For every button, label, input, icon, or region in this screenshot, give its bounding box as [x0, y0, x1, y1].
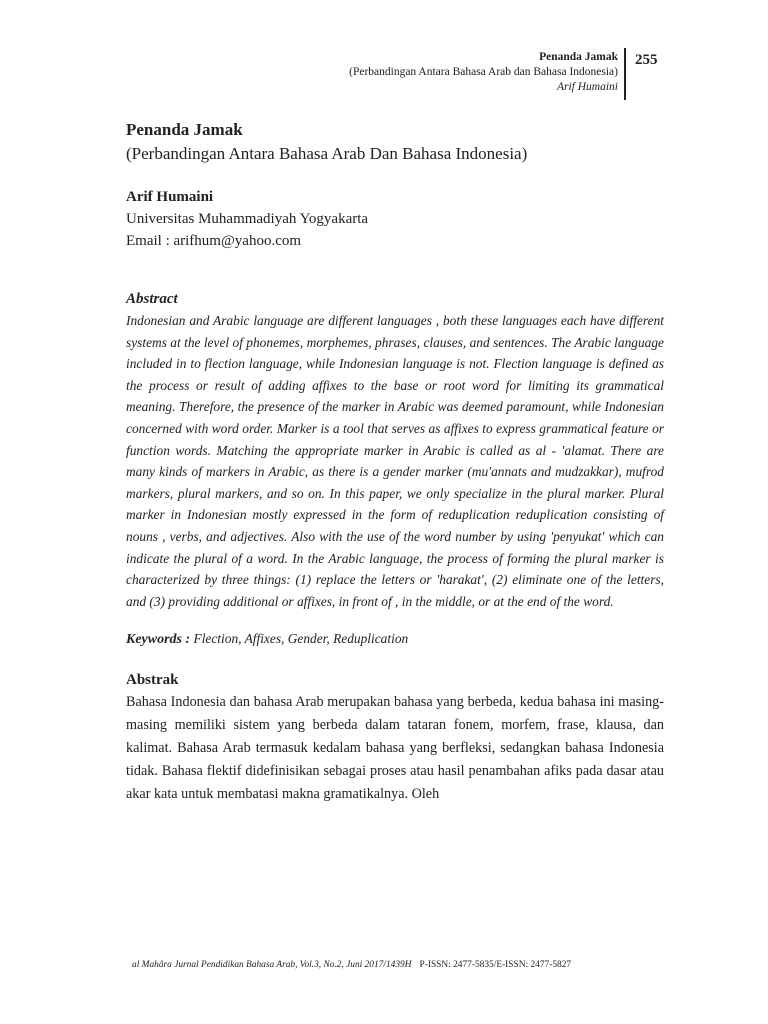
abstrak-body: Bahasa Indonesia dan bahasa Arab merupakan bahasa yang berbeda, kedua bahasa ini masing-masing memiliki sistem yang berbeda dalam tataran fonem, morfem, frase, klausa, dan kalimat. Bahasa Arab termasuk kedalam bahasa yang berfleksi, sedangkan bahasa Indonesia tidak. Bahasa flektif didefinisikan sebagai proses atau hasil penambahan afiks pada dasar atau akar kata untuk membatasi makna gramatikalnya. Oleh — [126, 694, 664, 803]
footer-journal: al Mahâra Jurnal Pendidikan Bahasa Arab, Vol.3, No.2, Juni 2017/1439H — [132, 960, 412, 970]
article-subtitle: (Perbandingan Antara Bahasa Arab Dan Bahasa Indonesia) — [126, 144, 528, 163]
running-head-author: Arif Humaini — [556, 81, 618, 93]
keywords-list: Flection, Affixes, Gender, Reduplication — [190, 631, 409, 647]
running-head-subtitle: (Perbandingan Antara Bahasa Arab dan Bahasa Indonesia) — [349, 66, 618, 78]
running-head — [349, 50, 618, 95]
keywords — [126, 628, 664, 651]
footer — [132, 960, 672, 970]
footer-issn: P-ISSN: 2477-5835/E-ISSN: 2477-5827 — [419, 960, 572, 970]
abstract-body: Indonesian and Arabic language are different languages , both these languages each have different systems at the level of phonemes, morphemes, phrases, clauses, and sentences. The Arabic language included in to flection language, while Indonesian language is not. Flection language is defined as the process or result of adding affixes to the base or root word for limiting its grammatical meaning. Therefore, the presence of the marker in Arabic was deemed paramount, while Indonesian concerned with word order. Marker is a tool that serves as affixes to express grammatical feature or function words. Matching the appropriate marker in Arabic is called as al - 'alamat. There are many kinds of markers in Arabic, as there is a gender marker (mu'annats and mudzakkar), mufrod markers, plural markers, and so on. In this paper, we only specialize in the plural marker. Plural marker in Indonesian mostly expressed in the form of reduplication reduplication consisting of nouns , verbs, and adjectives. Also with the use of the word number by using 'penyukat' which can indicate the plural of a word. In the Arabic language, the process of forming the plural marker is characterized by three things: (1) replace the letters or 'harakat', (2) eliminate one of the letters, and (3) providing additional or affixes, in front of , in the middle, or at the end of the word. — [126, 313, 664, 609]
author-affiliation: Universitas Muhammadiyah Yogyakarta — [126, 211, 369, 227]
article-title: Penanda Jamak — [126, 120, 243, 139]
running-head-divider — [624, 48, 626, 100]
keywords-label: Keywords : — [126, 632, 191, 648]
abstrak-heading: Abstrak — [126, 672, 179, 689]
author-block — [126, 186, 664, 252]
author-email: Email : arifhum@yahoo.com — [126, 233, 302, 249]
article-content — [126, 118, 664, 806]
title-block — [126, 118, 664, 166]
running-head-title: Penanda Jamak — [539, 51, 618, 63]
author-name: Arif Humaini — [126, 189, 214, 205]
page-number: 255 — [635, 52, 658, 68]
abstract-heading: Abstract — [126, 291, 178, 307]
